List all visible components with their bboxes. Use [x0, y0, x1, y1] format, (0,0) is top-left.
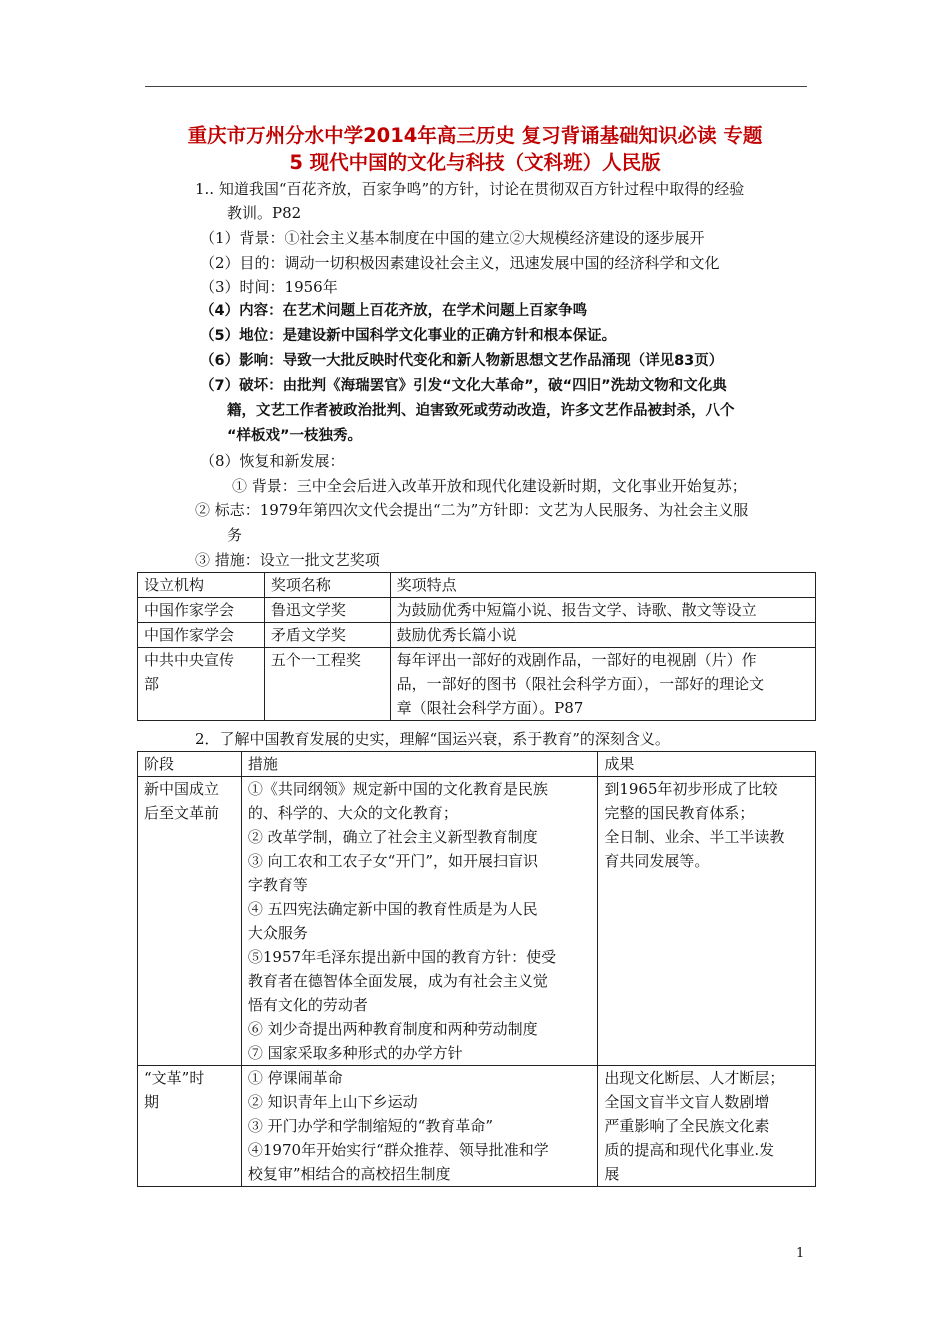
result-line: 全国文盲半文盲人数剧增	[604, 1093, 770, 1111]
award-feature: 鼓励优秀长篇小说	[390, 623, 815, 648]
time-line: （3）时间：1956年	[200, 278, 338, 296]
status-line: （5）地位：是建设新中国科学文化事业的正确方针和根本保证。	[200, 328, 617, 344]
header-award-name: 奖项名称	[264, 573, 390, 598]
question-2: 2．了解中国教育发展的史实，理解“国运兴衰，系于教育”的深刻含义。	[195, 730, 670, 748]
award-feature-line-3: 章（限社会科学方面）。P87	[396, 699, 584, 717]
measure-line: ② 知识青年上山下乡运动	[247, 1093, 418, 1111]
question-1-line-2: 教训。P82	[227, 204, 302, 222]
recovery-mark-line-1: ② 标志：1979年第四次文代会提出“二为”方针即：文艺为人民服务、为社会主义服	[195, 501, 749, 519]
award-org-line-1: 中共中央宣传	[144, 651, 235, 669]
award-name: 鲁迅文学奖	[264, 598, 390, 623]
measure-line: ⑦ 国家采取多种形式的办学方针	[247, 1044, 463, 1062]
title-line-2: 5 现代中国的文化与科技（文科班）人民版	[289, 151, 661, 174]
stage-line: 后至文革前	[144, 804, 220, 822]
recovery-background: ① 背景：三中全会后进入改革开放和现代化建设新时期，文化事业开始复苏；	[232, 477, 747, 495]
stage-cell	[138, 777, 242, 1066]
result-line: 出现文化断层、人才断层；	[604, 1069, 785, 1087]
header-org: 设立机构	[138, 573, 265, 598]
result-line: 育共同发展等。	[604, 852, 710, 870]
award-org: 中国作家学会	[138, 598, 265, 623]
stage-line: “文革”时	[144, 1069, 205, 1087]
table-row	[138, 598, 816, 623]
measure-line: 大众服务	[247, 924, 308, 942]
question-1-line-1: 1.. 知道我国“百花齐放，百家争鸣”的方针，讨论在贯彻双百方针过程中取得的经验	[195, 180, 745, 198]
damage-line-3: “样板戏”一枝独秀。	[227, 428, 363, 444]
header-rule	[145, 86, 807, 87]
measure-line: 字教育等	[247, 876, 308, 894]
stage-line: 期	[144, 1093, 160, 1111]
recovery-heading: （8）恢复和新发展：	[200, 452, 345, 470]
table-row	[138, 777, 816, 1066]
result-line: 质的提高和现代化事业.发	[604, 1141, 775, 1159]
award-org	[138, 648, 265, 721]
measure-line: ④ 五四宪法确定新中国的教育性质是为人民	[247, 900, 538, 918]
header-award-feature: 奖项特点	[390, 573, 815, 598]
award-name: 矛盾文学奖	[264, 623, 390, 648]
measure-line: ⑤1957年毛泽东提出新中国的教育方针：使受	[247, 948, 557, 966]
measure-line: 悟有文化的劳动者	[247, 996, 368, 1014]
recovery-mark-line-2: 务	[227, 526, 243, 544]
award-feature: 为鼓励优秀中短篇小说、报告文学、诗歌、散文等设立	[390, 598, 815, 623]
result-line: 展	[604, 1165, 620, 1183]
header-results: 成果	[598, 752, 816, 777]
measure-line: 的、科学的、大众的文化教育；	[247, 804, 458, 822]
content-line: （4）内容：在艺术问题上百花齐放，在学术问题上百家争鸣	[200, 303, 588, 319]
results-cell	[598, 777, 816, 1066]
impact-line: （6）影响：导致一大批反映时代变化和新人物新思想文艺作品涌现（详见83页）	[200, 353, 724, 369]
table-row	[138, 648, 816, 721]
measure-line: ⑥ 刘少奇提出两种教育制度和两种劳动制度	[247, 1020, 538, 1038]
table-header-row	[138, 573, 816, 598]
background-line: （1）背景：①社会主义基本制度在中国的建立②大规模经济建设的逐步展开	[200, 229, 705, 247]
table-header-row	[138, 752, 816, 777]
stage-cell	[138, 1066, 242, 1187]
measures-cell	[241, 777, 597, 1066]
page-title	[135, 122, 815, 176]
result-line: 完整的国民教育体系；	[604, 804, 755, 822]
measure-line: 校复审”相结合的高校招生制度	[247, 1165, 451, 1183]
measure-line: ③ 开门办学和学制缩短的“教育革命”	[247, 1117, 493, 1135]
table-row	[138, 623, 816, 648]
measure-line: ① 停课闹革命	[247, 1069, 343, 1087]
measure-line: ①《共同纲领》规定新中国的文化教育是民族	[247, 780, 548, 798]
award-feature-line-2: 品，一部好的图书（限社会科学方面），一部好的理论文	[396, 675, 765, 693]
damage-line-2: 籍，文艺工作者被政治批判、迫害致死或劳动改造，许多文艺作品被封杀，八个	[227, 403, 735, 419]
award-feature-line-1: 每年评出一部好的戏剧作品，一部好的电视剧（片）作	[396, 651, 757, 669]
results-cell	[598, 1066, 816, 1187]
award-org: 中国作家学会	[138, 623, 265, 648]
header-stage: 阶段	[138, 752, 242, 777]
award-org-line-2: 部	[144, 675, 160, 693]
header-measures: 措施	[241, 752, 597, 777]
result-line: 到1965年初步形成了比较	[604, 780, 778, 798]
purpose-line: （2）目的：调动一切积极因素建设社会主义，迅速发展中国的经济科学和文化	[200, 254, 720, 272]
table-row	[138, 1066, 816, 1187]
page-number: 1	[796, 1246, 805, 1261]
stage-line: 新中国成立	[144, 780, 220, 798]
measure-line: ③ 向工农和工农子女“开门”，如开展扫盲识	[247, 852, 538, 870]
damage-line-1: （7）破坏：由批判《海瑞罢官》引发“文化大革命”，破“四旧”洗劫文物和文化典	[200, 378, 727, 394]
measures-cell	[241, 1066, 597, 1187]
awards-table	[137, 572, 816, 721]
result-line: 严重影响了全民族文化素	[604, 1117, 770, 1135]
measure-line: ④1970年开始实行“群众推荐、领导批准和学	[247, 1141, 549, 1159]
measure-line: 教育者在德智体全面发展，成为有社会主义觉	[247, 972, 548, 990]
measure-line: ② 改革学制，确立了社会主义新型教育制度	[247, 828, 538, 846]
recovery-measures: ③ 措施：设立一批文艺奖项	[195, 551, 380, 569]
title-line-1: 重庆市万州分水中学2014年高三历史 复习背诵基础知识必读 专题	[187, 124, 763, 147]
award-feature	[390, 648, 815, 721]
award-name: 五个一工程奖	[264, 648, 390, 721]
result-line: 全日制、业余、半工半读教	[604, 828, 785, 846]
education-table	[137, 751, 816, 1187]
